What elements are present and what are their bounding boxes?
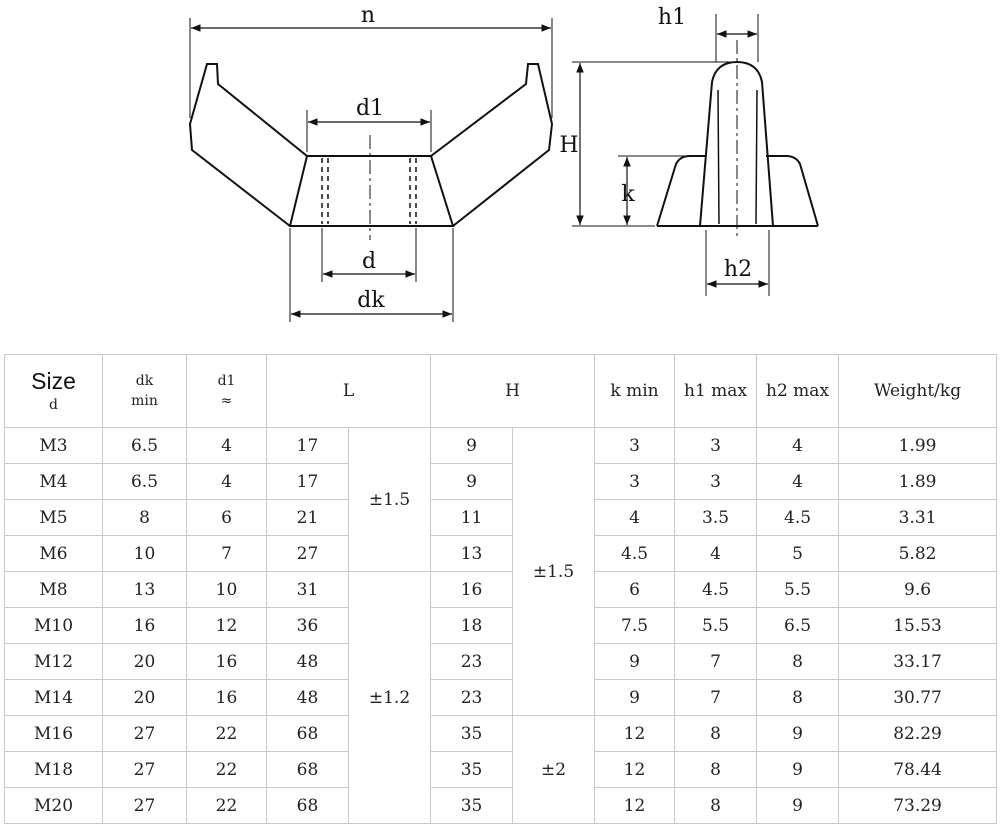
- cell-h2: 5.5: [757, 572, 839, 608]
- cell-size: M16: [5, 716, 103, 752]
- cell-L: 68: [267, 752, 349, 788]
- table-row: [5, 788, 997, 824]
- cell-size: M5: [5, 500, 103, 536]
- wing-nut-technical-drawing: [0, 0, 1000, 350]
- cell-k: 12: [595, 752, 675, 788]
- table-header-row: [5, 355, 997, 428]
- cell-dk: 6.5: [103, 464, 187, 500]
- cell-size: M20: [5, 788, 103, 824]
- cell-h2: 9: [757, 716, 839, 752]
- cell-dk: 20: [103, 680, 187, 716]
- header-size: [5, 355, 103, 428]
- cell-H-tolerance: ±2: [513, 716, 595, 824]
- cell-size: M4: [5, 464, 103, 500]
- cell-H: 35: [431, 716, 513, 752]
- cell-dk: 27: [103, 788, 187, 824]
- cell-k: 9: [595, 680, 675, 716]
- table-row: [5, 608, 997, 644]
- front-view: [190, 18, 552, 322]
- cell-dk: 10: [103, 536, 187, 572]
- cell-h1: 8: [675, 752, 757, 788]
- cell-L-tolerance: ±1.2: [349, 572, 431, 824]
- header-h2: h2 max: [757, 355, 839, 428]
- label-n: n: [360, 3, 376, 28]
- cell-H: 11: [431, 500, 513, 536]
- cell-h1: 3: [675, 464, 757, 500]
- cell-weight: 1.89: [839, 464, 997, 500]
- cell-h1: 7: [675, 680, 757, 716]
- cell-L: 48: [267, 680, 349, 716]
- table-row: [5, 464, 997, 500]
- label-H: H: [559, 133, 579, 158]
- cell-k: 6: [595, 572, 675, 608]
- cell-L: 68: [267, 716, 349, 752]
- cell-L: 48: [267, 644, 349, 680]
- table-row: [5, 644, 997, 680]
- table-row: [5, 536, 997, 572]
- cell-h1: 4.5: [675, 572, 757, 608]
- header-k: k min: [595, 355, 675, 428]
- cell-weight: 78.44: [839, 752, 997, 788]
- header-dk: [103, 355, 187, 428]
- cell-L: 36: [267, 608, 349, 644]
- cell-d1: 6: [187, 500, 267, 536]
- cell-d1: 10: [187, 572, 267, 608]
- cell-k: 3: [595, 428, 675, 464]
- cell-size: M14: [5, 680, 103, 716]
- cell-h2: 9: [757, 788, 839, 824]
- cell-h2: 9: [757, 752, 839, 788]
- cell-H: 9: [431, 428, 513, 464]
- label-d: d: [361, 249, 377, 274]
- table-row: [5, 716, 997, 752]
- cell-k: 3: [595, 464, 675, 500]
- cell-h1: 5.5: [675, 608, 757, 644]
- side-view: [572, 14, 818, 296]
- label-h2: h2: [723, 257, 753, 282]
- cell-size: M3: [5, 428, 103, 464]
- cell-d1: 22: [187, 752, 267, 788]
- cell-L: 31: [267, 572, 349, 608]
- cell-weight: 15.53: [839, 608, 997, 644]
- header-dk-sub: min: [131, 393, 158, 409]
- cell-dk: 13: [103, 572, 187, 608]
- cell-h1: 8: [675, 788, 757, 824]
- label-k: k: [621, 182, 635, 207]
- cell-h2: 8: [757, 680, 839, 716]
- cell-L: 68: [267, 788, 349, 824]
- cell-weight: 3.31: [839, 500, 997, 536]
- table-row: [5, 500, 997, 536]
- header-H: H: [431, 355, 595, 428]
- cell-weight: 30.77: [839, 680, 997, 716]
- table-row: [5, 752, 997, 788]
- label-d1: d1: [355, 96, 385, 121]
- cell-H: 16: [431, 572, 513, 608]
- cell-d1: 16: [187, 680, 267, 716]
- cell-dk: 20: [103, 644, 187, 680]
- cell-size: M10: [5, 608, 103, 644]
- cell-h2: 6.5: [757, 608, 839, 644]
- cell-d1: 16: [187, 644, 267, 680]
- cell-L: 21: [267, 500, 349, 536]
- label-h1: h1: [657, 5, 687, 30]
- cell-H: 9: [431, 464, 513, 500]
- cell-dk: 27: [103, 716, 187, 752]
- cell-d1: 4: [187, 428, 267, 464]
- cell-k: 9: [595, 644, 675, 680]
- cell-L: 17: [267, 428, 349, 464]
- cell-weight: 82.29: [839, 716, 997, 752]
- table-body: [5, 428, 997, 824]
- cell-size: M18: [5, 752, 103, 788]
- cell-H: 23: [431, 680, 513, 716]
- cell-h1: 4: [675, 536, 757, 572]
- cell-d1: 22: [187, 716, 267, 752]
- cell-weight: 33.17: [839, 644, 997, 680]
- cell-L-tolerance: ±1.5: [349, 428, 431, 572]
- cell-h1: 3.5: [675, 500, 757, 536]
- header-d1-label: d1: [217, 373, 236, 389]
- cell-weight: 73.29: [839, 788, 997, 824]
- table-row: [5, 572, 997, 608]
- cell-d1: 4: [187, 464, 267, 500]
- cell-H: 13: [431, 536, 513, 572]
- cell-h1: 7: [675, 644, 757, 680]
- header-h1: h1 max: [675, 355, 757, 428]
- cell-k: 12: [595, 716, 675, 752]
- cell-H-tolerance: ±1.5: [513, 428, 595, 716]
- cell-size: M6: [5, 536, 103, 572]
- wing-nut-spec-table: [4, 354, 997, 824]
- header-size-sub: d: [49, 396, 58, 413]
- cell-weight: 9.6: [839, 572, 997, 608]
- cell-dk: 6.5: [103, 428, 187, 464]
- cell-h2: 4.5: [757, 500, 839, 536]
- cell-size: M12: [5, 644, 103, 680]
- cell-h2: 4: [757, 428, 839, 464]
- cell-d1: 22: [187, 788, 267, 824]
- table-row: [5, 428, 997, 464]
- cell-dk: 8: [103, 500, 187, 536]
- cell-H: 23: [431, 644, 513, 680]
- header-d1-sub: ≈: [220, 393, 233, 409]
- header-d1: [187, 355, 267, 428]
- cell-h2: 5: [757, 536, 839, 572]
- cell-H: 35: [431, 788, 513, 824]
- cell-h2: 8: [757, 644, 839, 680]
- header-weight: Weight/kg: [839, 355, 997, 428]
- cell-weight: 1.99: [839, 428, 997, 464]
- header-L: L: [267, 355, 431, 428]
- table-row: [5, 680, 997, 716]
- cell-H: 35: [431, 752, 513, 788]
- cell-d1: 12: [187, 608, 267, 644]
- cell-L: 17: [267, 464, 349, 500]
- cell-L: 27: [267, 536, 349, 572]
- cell-weight: 5.82: [839, 536, 997, 572]
- cell-dk: 16: [103, 608, 187, 644]
- cell-h1: 8: [675, 716, 757, 752]
- cell-k: 4.5: [595, 536, 675, 572]
- cell-k: 7.5: [595, 608, 675, 644]
- cell-dk: 27: [103, 752, 187, 788]
- cell-H: 18: [431, 608, 513, 644]
- label-dk: dk: [357, 288, 385, 313]
- cell-h2: 4: [757, 464, 839, 500]
- cell-d1: 7: [187, 536, 267, 572]
- cell-k: 12: [595, 788, 675, 824]
- header-size-label: Size: [31, 367, 76, 394]
- cell-size: M8: [5, 572, 103, 608]
- cell-k: 4: [595, 500, 675, 536]
- header-dk-label: dk: [135, 373, 154, 389]
- cell-h1: 3: [675, 428, 757, 464]
